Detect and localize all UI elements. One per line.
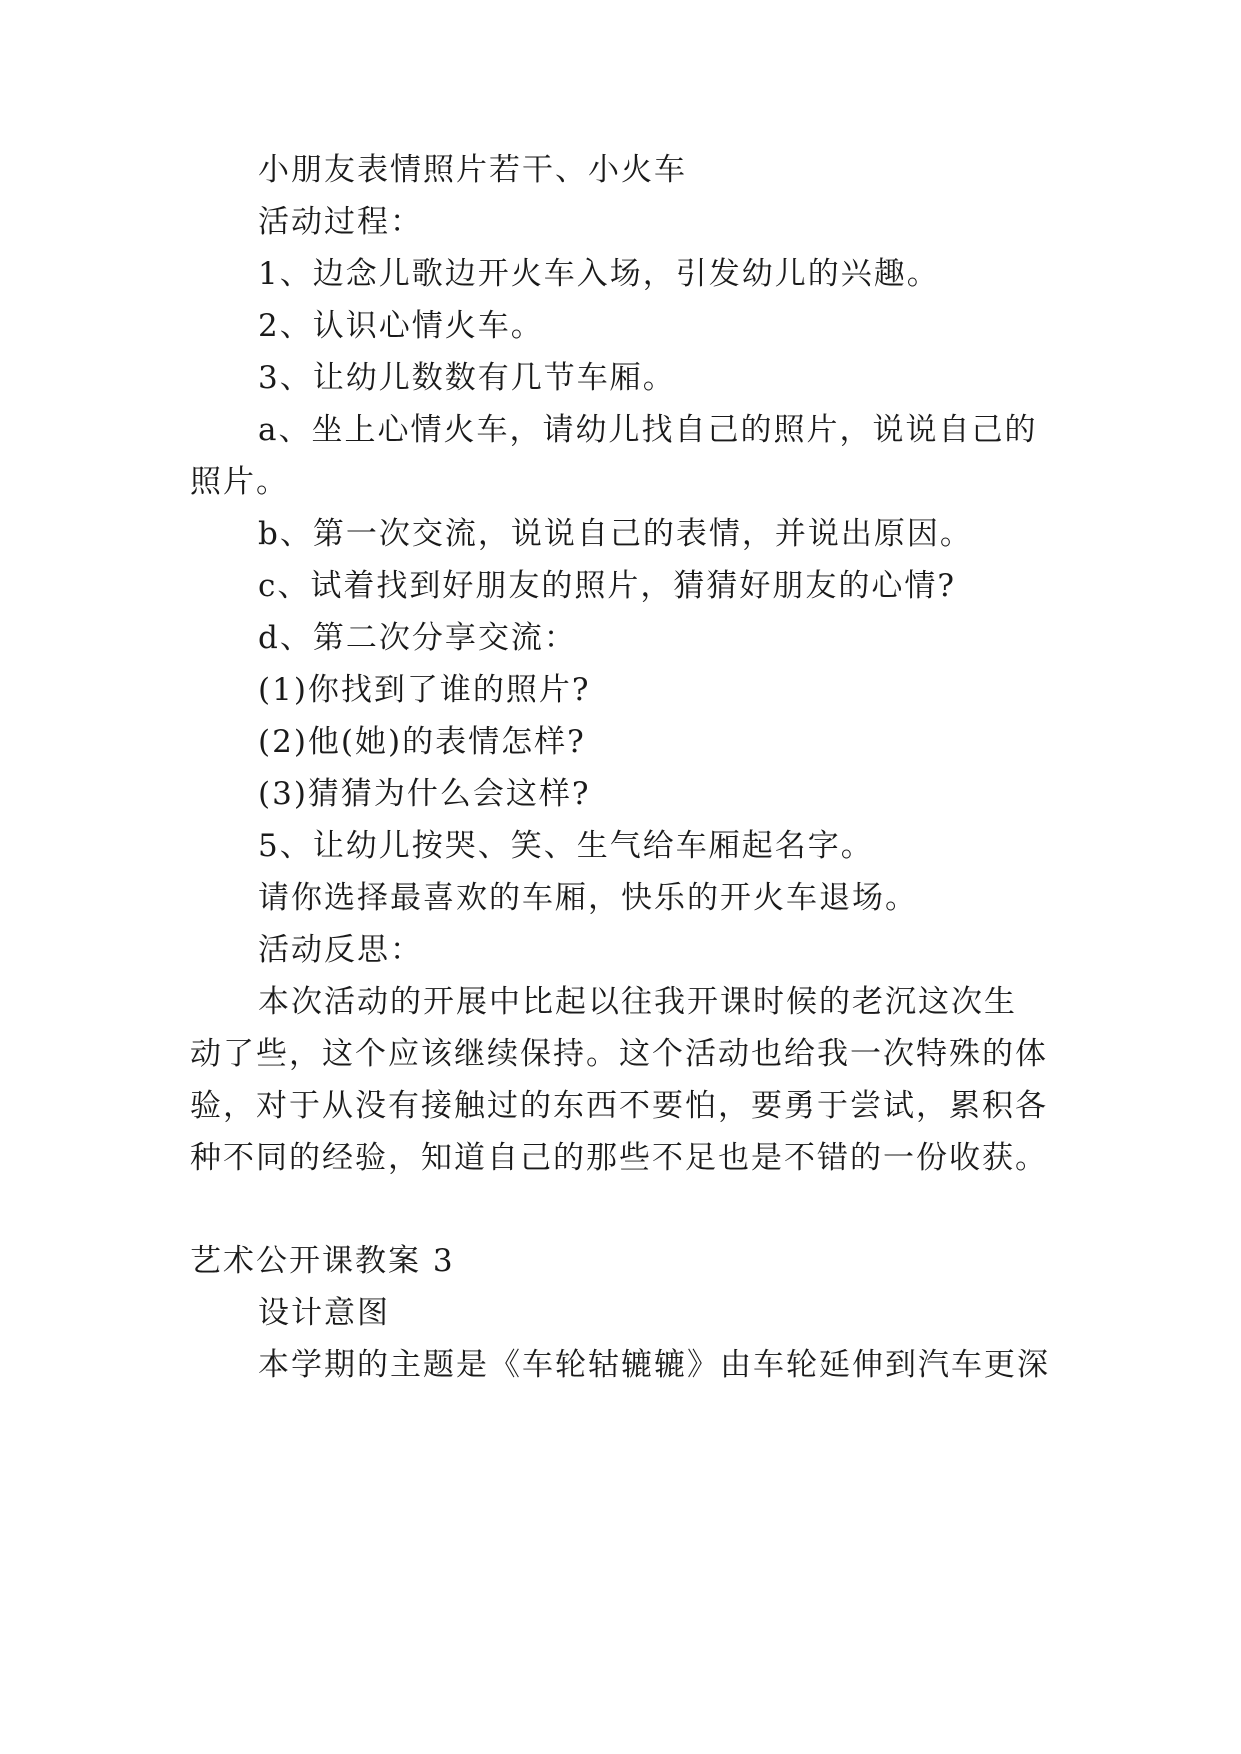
- reflection-line-3: 验，对于从没有接触过的东西不要怕，要勇于尝试，累积各: [190, 1088, 1048, 1124]
- step-3: 3、让幼儿数数有几节车厢。: [258, 360, 676, 396]
- question-3: (3)猜猜为什么会这样?: [258, 776, 591, 812]
- reflection-line-1: 本次活动的开展中比起以往我开课时候的老沉这次生: [258, 984, 1017, 1020]
- closing-step: 请你选择最喜欢的车厢，快乐的开火车退场。: [258, 880, 918, 916]
- step-1: 1、边念儿歌边开火车入场，引发幼儿的兴趣。: [258, 256, 940, 292]
- step-d: d、第二次分享交流：: [258, 620, 577, 656]
- process-heading: 活动过程：: [258, 204, 423, 240]
- design-intent-heading: 设计意图: [258, 1295, 390, 1331]
- reflection-heading: 活动反思：: [258, 932, 423, 968]
- question-2: (2)他(她)的表情怎样?: [258, 724, 586, 760]
- materials-line: 小朋友表情照片若干、小火车: [258, 152, 687, 188]
- step-a-continued: 照片。: [190, 464, 289, 500]
- step-b: b、第一次交流，说说自己的表情，并说出原因。: [258, 516, 973, 552]
- step-a: a、坐上心情火车，请幼儿找自己的照片，说说自己的: [258, 412, 1038, 448]
- design-intent-line-1: 本学期的主题是《车轮轱辘辘》由车轮延伸到汽车更深: [258, 1347, 1050, 1383]
- reflection-line-2: 动了些，这个应该继续保持。这个活动也给我一次特殊的体: [190, 1036, 1048, 1072]
- step-2: 2、认识心情火车。: [258, 308, 544, 344]
- question-1: (1)你找到了谁的照片?: [258, 672, 591, 708]
- section-title: 艺术公开课教案 3: [190, 1243, 455, 1279]
- step-5: 5、让幼儿按哭、笑、生气给车厢起名字。: [258, 828, 874, 864]
- reflection-line-4: 种不同的经验，知道自己的那些不足也是不错的一份收获。: [190, 1140, 1048, 1176]
- step-c: c、试着找到好朋友的照片，猜猜好朋友的心情?: [258, 568, 956, 604]
